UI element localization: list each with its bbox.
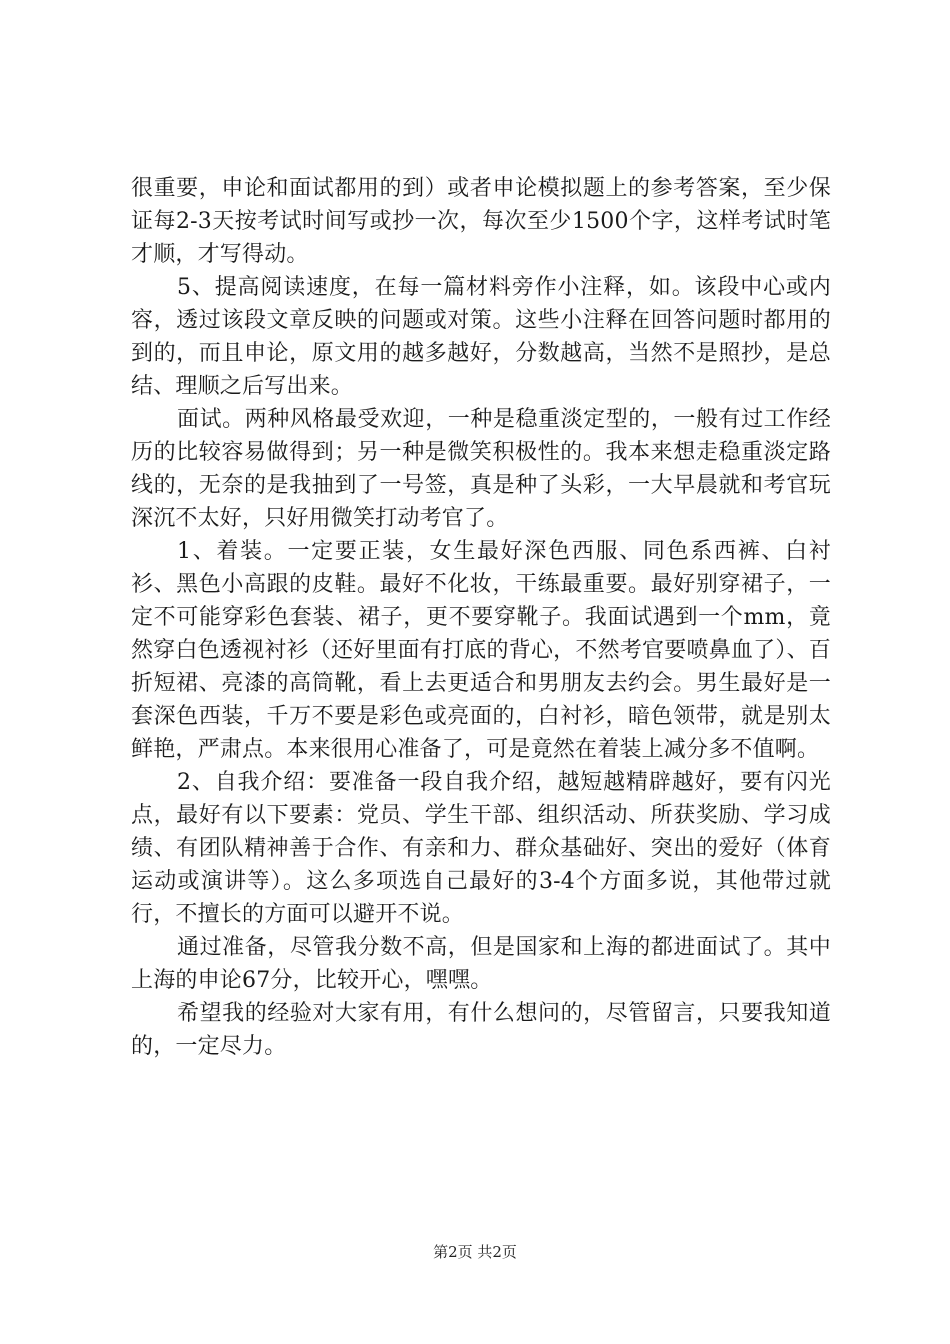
paragraph-interview-style: 面试。两种风格最受欢迎，一种是稳重淡定型的，一般有过工作经历的比较容易做得到；另一种是微笑积极性的。我本来想走稳重淡定路线的，无奈的是我抽到了一号签，真是种了头彩，一大早晨就和考官玩深沉不太好，只好用微笑打动考官了。 [131,407,831,531]
paragraph-self-introduction: 2、自我介绍：要准备一段自我介绍，越短越精辟越好，要有闪光点，最好有以下要素：党员、学生干部、组织活动、所获奖励、学习成绩、有团队精神善于合作、有亲和力、群众基础好、突出的爱好（体育运动或演讲等）。这么多项选自己最好的3-4个方面多说，其他带过就行，不擅长的方面可以避开不说。 [131,770,831,927]
paragraph-result: 通过准备，尽管我分数不高，但是国家和上海的都进面试了。其中上海的申论67分，比较开心，嘿嘿。 [131,935,831,993]
paragraph-attire: 1、着装。一定要正装，女生最好深色西服、同色系西裤、白衬衫、黑色小高跟的皮鞋。最好不化妆，干练最重要。最好别穿裙子，一定不可能穿彩色套装、裙子，更不要穿靴子。我面试遇到一个mm，竟然穿白色透视衬衫（还好里面有打底的背心，不然考官要喷鼻血了）、百折短裙、亮漆的高筒靴，看上去更适合和男朋友去约会。男生最好是一套深色西装，千万不要是彩色或亮面的，白衬衫，暗色领带，就是别太鲜艳，严肃点。本来很用心准备了，可是竟然在着装上减分多不值啊。 [131,539,831,762]
paragraph-closing: 希望我的经验对大家有用，有什么想问的，尽管留言，只要我知道的，一定尽力。 [131,1001,831,1059]
page-number-footer: 第2页 共2页 [433,1243,517,1261]
paragraph-continuation: 很重要，申论和面试都用的到）或者申论模拟题上的参考答案，至少保证每2-3天按考试时间写或抄一次，每次至少1500个字，这样考试时笔才顺，才写得动。 [131,176,831,267]
document-body [131,172,831,1063]
paragraph-reading-speed: 5、提高阅读速度，在每一篇材料旁作小注释，如。该段中心或内容，透过该段文章反映的问题或对策。这些小注释在回答问题时都用的到的，而且申论，原文用的越多越好，分数越高，当然不是照抄，是总结、理顺之后写出来。 [131,275,831,399]
